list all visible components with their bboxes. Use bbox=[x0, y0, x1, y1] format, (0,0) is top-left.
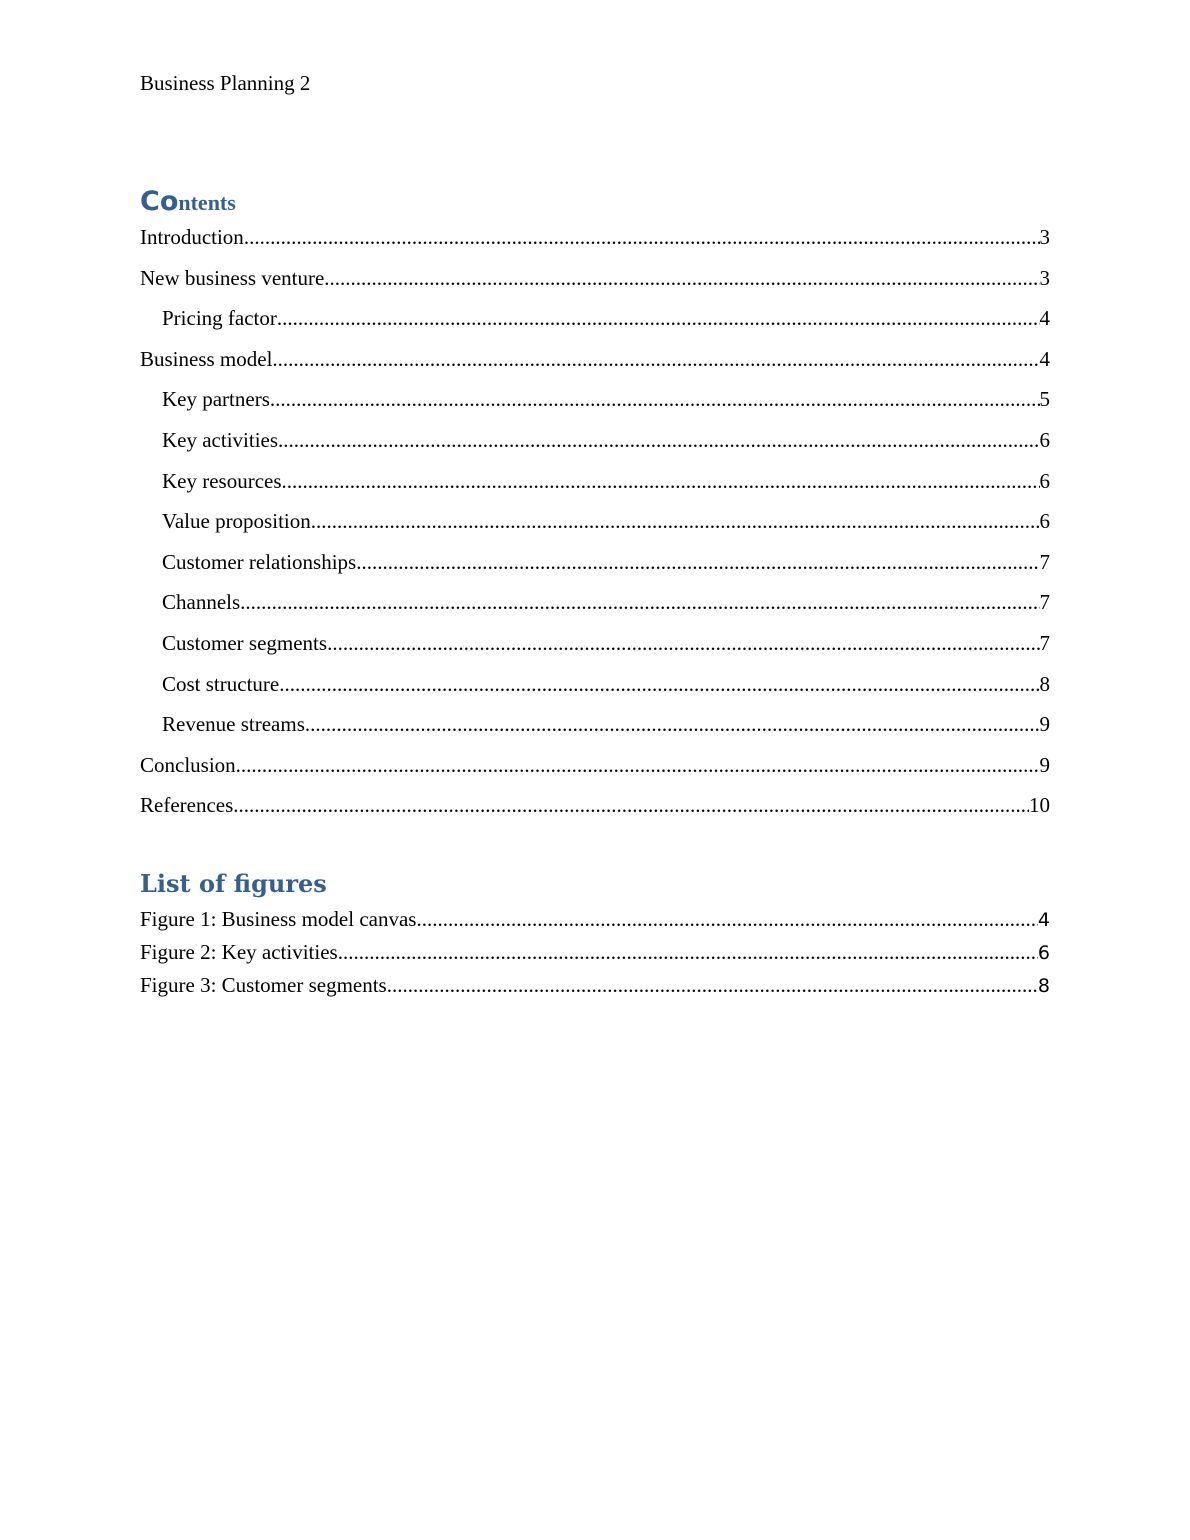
dot-leader bbox=[311, 506, 1040, 536]
toc-entry-page: 4 bbox=[1039, 346, 1050, 371]
toc-entry-customer-relationships[interactable] bbox=[140, 547, 1050, 588]
toc-entry-key-activities[interactable] bbox=[140, 425, 1050, 466]
toc-entry-new-business-venture[interactable] bbox=[140, 263, 1050, 304]
dot-leader bbox=[270, 384, 1040, 414]
dot-leader bbox=[277, 303, 1040, 333]
figure-entry-3[interactable] bbox=[140, 970, 1050, 1003]
figure-entry-page: 8 bbox=[1037, 975, 1050, 997]
figure-entry-1[interactable] bbox=[140, 904, 1050, 937]
toc-entry-page: 6 bbox=[1039, 468, 1050, 493]
toc-entry-label: Revenue streams bbox=[162, 712, 305, 737]
toc-entry-references[interactable] bbox=[140, 790, 1050, 831]
contents-heading-initial: Co bbox=[140, 186, 179, 217]
toc-entry-page: 7 bbox=[1039, 630, 1050, 655]
toc-entry-label: Conclusion bbox=[140, 752, 236, 777]
toc-entry-page: 7 bbox=[1039, 549, 1050, 574]
toc-entry-label: References bbox=[140, 793, 234, 818]
table-of-contents bbox=[140, 222, 1050, 831]
dot-leader bbox=[305, 709, 1040, 739]
toc-entry-page: 8 bbox=[1039, 671, 1050, 696]
figure-entry-page: 4 bbox=[1037, 909, 1050, 931]
toc-entry-page: 3 bbox=[1039, 225, 1050, 249]
toc-entry-label: Cost structure bbox=[162, 671, 280, 696]
dot-leader bbox=[240, 587, 1039, 617]
toc-entry-introduction[interactable] bbox=[140, 222, 1050, 263]
dot-leader bbox=[236, 750, 1040, 780]
dot-leader bbox=[356, 547, 1039, 577]
toc-entry-label: Pricing factor bbox=[162, 306, 277, 331]
toc-entry-label: Key resources bbox=[162, 468, 282, 493]
toc-entry-label: Introduction bbox=[140, 225, 244, 249]
contents-heading-rest: ntents bbox=[178, 190, 236, 215]
figure-entry-page: 6 bbox=[1037, 942, 1050, 964]
toc-entry-page: 4 bbox=[1039, 306, 1050, 331]
dot-leader bbox=[244, 222, 1040, 252]
toc-entry-key-partners[interactable] bbox=[140, 384, 1050, 425]
toc-entry-page: 6 bbox=[1039, 427, 1050, 452]
toc-entry-page: 10 bbox=[1029, 793, 1050, 818]
dot-leader bbox=[272, 344, 1039, 374]
toc-entry-page: 7 bbox=[1039, 590, 1050, 615]
figure-entry-label: Figure 1: Business model canvas bbox=[140, 907, 417, 931]
toc-entry-revenue-streams[interactable] bbox=[140, 709, 1050, 750]
dot-leader bbox=[387, 970, 1038, 1000]
toc-entry-label: Value proposition bbox=[162, 509, 311, 534]
toc-entry-page: 3 bbox=[1039, 265, 1050, 290]
dot-leader bbox=[324, 263, 1039, 293]
figure-entry-label: Figure 3: Customer segments bbox=[140, 973, 387, 997]
dot-leader bbox=[282, 466, 1040, 496]
toc-entry-conclusion[interactable] bbox=[140, 750, 1050, 791]
running-header: Business Planning 2 bbox=[140, 71, 311, 95]
list-of-figures bbox=[140, 904, 1050, 1003]
toc-entry-channels[interactable] bbox=[140, 587, 1050, 628]
figure-entry-label: Figure 2: Key activities bbox=[140, 940, 338, 964]
toc-entry-business-model[interactable] bbox=[140, 344, 1050, 385]
toc-entry-label: Customer segments bbox=[162, 630, 328, 655]
toc-entry-pricing-factor[interactable] bbox=[140, 303, 1050, 344]
dot-leader bbox=[327, 628, 1039, 658]
dot-leader bbox=[278, 425, 1039, 455]
contents-heading bbox=[140, 186, 236, 217]
dot-leader bbox=[338, 937, 1038, 967]
figure-entry-2[interactable] bbox=[140, 937, 1050, 970]
toc-entry-label: Key partners bbox=[162, 387, 270, 412]
toc-entry-page: 9 bbox=[1039, 712, 1050, 737]
toc-entry-page: 6 bbox=[1039, 509, 1050, 534]
dot-leader bbox=[279, 669, 1039, 699]
toc-entry-value-proposition[interactable] bbox=[140, 506, 1050, 547]
toc-entry-page: 5 bbox=[1039, 387, 1050, 412]
toc-entry-key-resources[interactable] bbox=[140, 466, 1050, 507]
toc-entry-page: 9 bbox=[1039, 752, 1050, 777]
list-of-figures-heading: List of figures bbox=[140, 869, 327, 898]
toc-entry-cost-structure[interactable] bbox=[140, 669, 1050, 710]
dot-leader bbox=[233, 790, 1029, 820]
toc-entry-label: Channels bbox=[162, 590, 241, 615]
toc-entry-label: New business venture bbox=[140, 265, 325, 290]
toc-entry-label: Business model bbox=[140, 346, 273, 371]
toc-entry-label: Customer relationships bbox=[162, 549, 357, 574]
dot-leader bbox=[416, 904, 1037, 934]
toc-entry-label: Key activities bbox=[162, 427, 279, 452]
toc-entry-customer-segments[interactable] bbox=[140, 628, 1050, 669]
